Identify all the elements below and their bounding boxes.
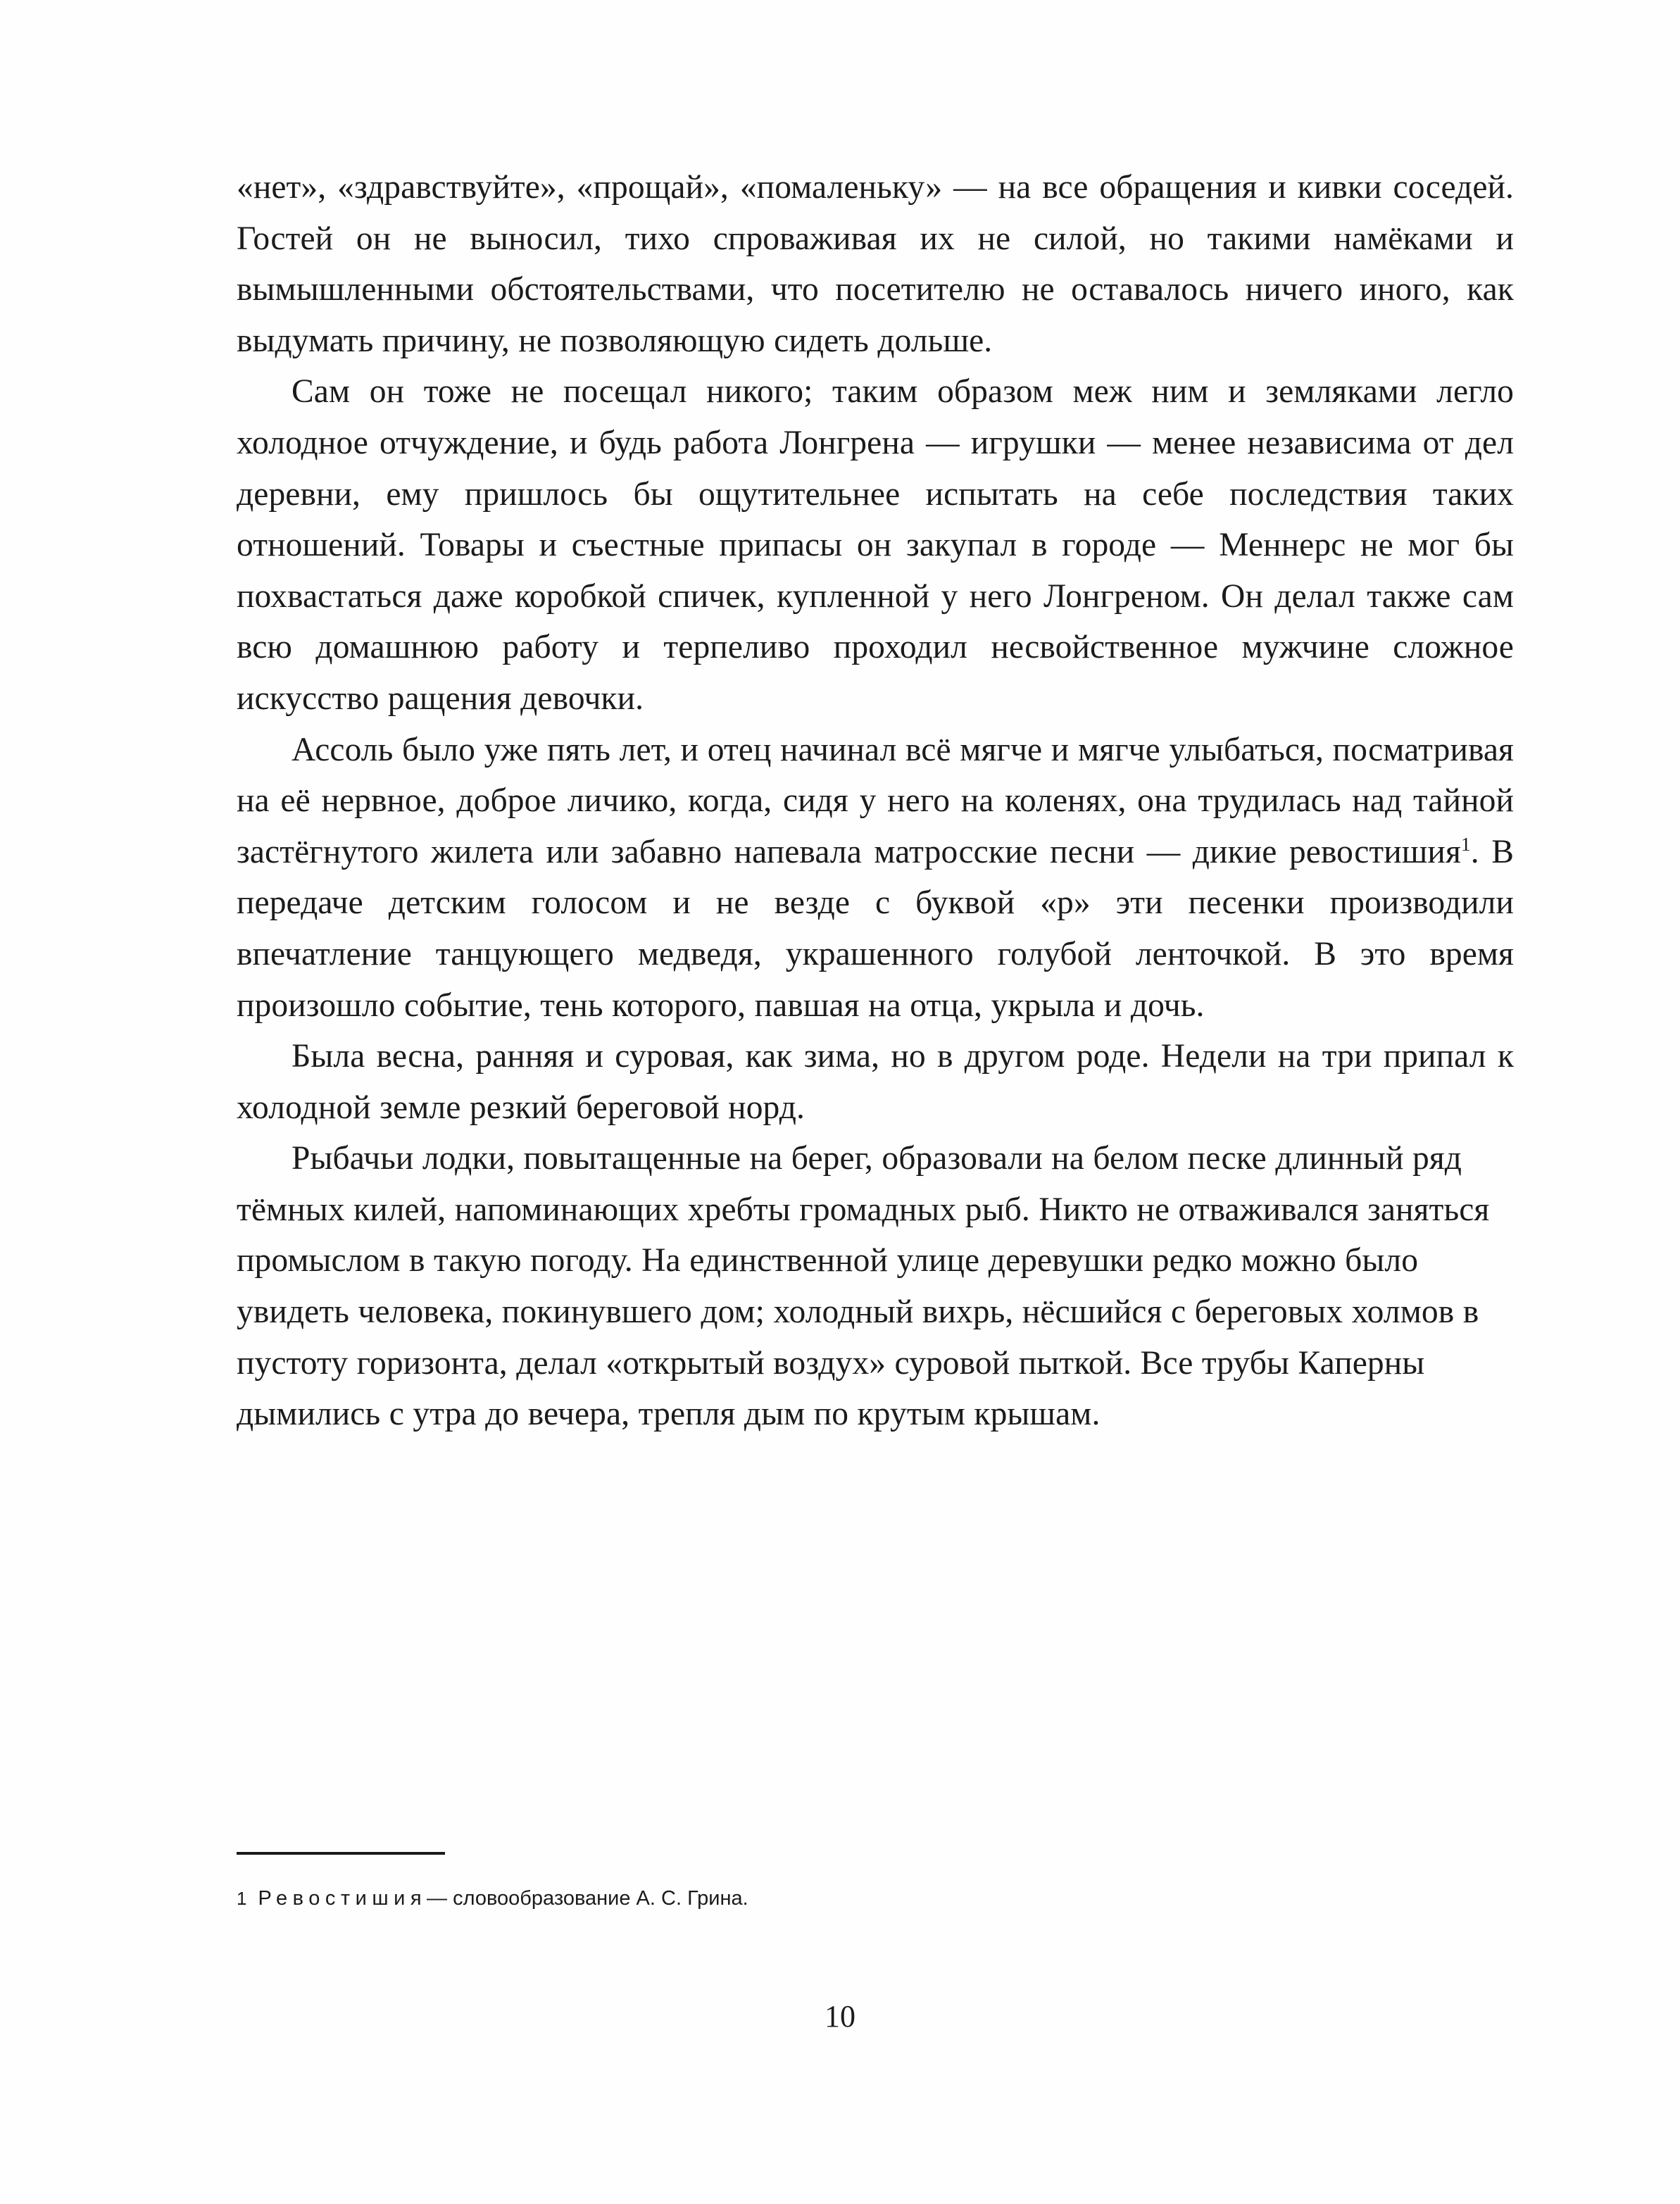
paragraph-3-text-after-footnote: . В передаче детским голосом и не везде с буквой «р» эти песенки производили впечатление танцующего медведя, украшенного голубой ленточкой. В это время произошло событие, тень которого, павшая на отца, укрыла и дочь. [237, 833, 1514, 1024]
footnote-entry [237, 1886, 1514, 1911]
paragraph-3 [237, 725, 1514, 1032]
paragraph-3-text-before-footnote: Ассоль было уже пять лет, и отец начинал всё мягче и мягче улыбаться, посматривая на её нервное, доброе личико, когда, сидя у него на коленях, она трудилась над тайной застёгнутого жилета или забавно напевала матросские песни — дикие ревостишия [237, 731, 1514, 870]
footnote-reference-1[interactable]: 1 [1460, 832, 1471, 855]
paragraph-1: «нет», «здравствуйте», «прощай», «помаленьку» — на все обращения и кивки соседей. Гостей он не выносил, тихо спроваживая их не силой, но такими намёками и вымышленными обстоятельствами, что посетителю не оставалось ничего иного, как выдумать причину, не позволяющую сидеть дольше. [237, 169, 1514, 359]
footnote-term: Ревостишия [258, 1887, 427, 1910]
footnote-separator-rule [237, 1852, 445, 1855]
footnote-area [237, 1852, 1514, 1911]
footnote-number: 1 [237, 1888, 247, 1909]
main-text-block [237, 162, 1514, 1440]
page-number: 10 [825, 1999, 855, 2034]
paragraph-4: Была весна, ранняя и суровая, как зима, но в другом роде. Недели на три припал к холодной земле резкий береговой норд. [237, 1038, 1514, 1126]
footnote-definition: — словообразование А. С. Грина. [427, 1887, 748, 1910]
paragraph-5: Рыбачьи лодки, повытащенные на берег, образовали на белом песке длинный ряд тёмных килей, напоминающих хребты громадных рыб. Никто не отваживался заняться промыслом в такую погоду. На единственной улице деревушки редко можно было увидеть человека, покинувшего дом; холодный вихрь, нёсшийся с береговых холмов в пустоту горизонта, делал «открытый воздух» суровой пыткой. Все трубы Каперны дымились с утра до вечера, трепля дым по крутым крышам. [237, 1140, 1490, 1433]
paragraph-2: Сам он тоже не посещал никого; таким образом меж ним и земляками легло холодное отчуждение, и будь работа Лонгрена — игрушки — менее независима от дел деревни, ему пришлось бы ощутительнее испытать на себе последствия таких отношений. Товары и съестные припасы он закупал в городе — Меннерс не мог бы похвастаться даже коробкой спичек, купленной у него Лонгреном. Он делал также сам всю домашнюю работу и терпеливо проходил несвойственное мужчине сложное искусство ращения девочки. [237, 373, 1514, 717]
